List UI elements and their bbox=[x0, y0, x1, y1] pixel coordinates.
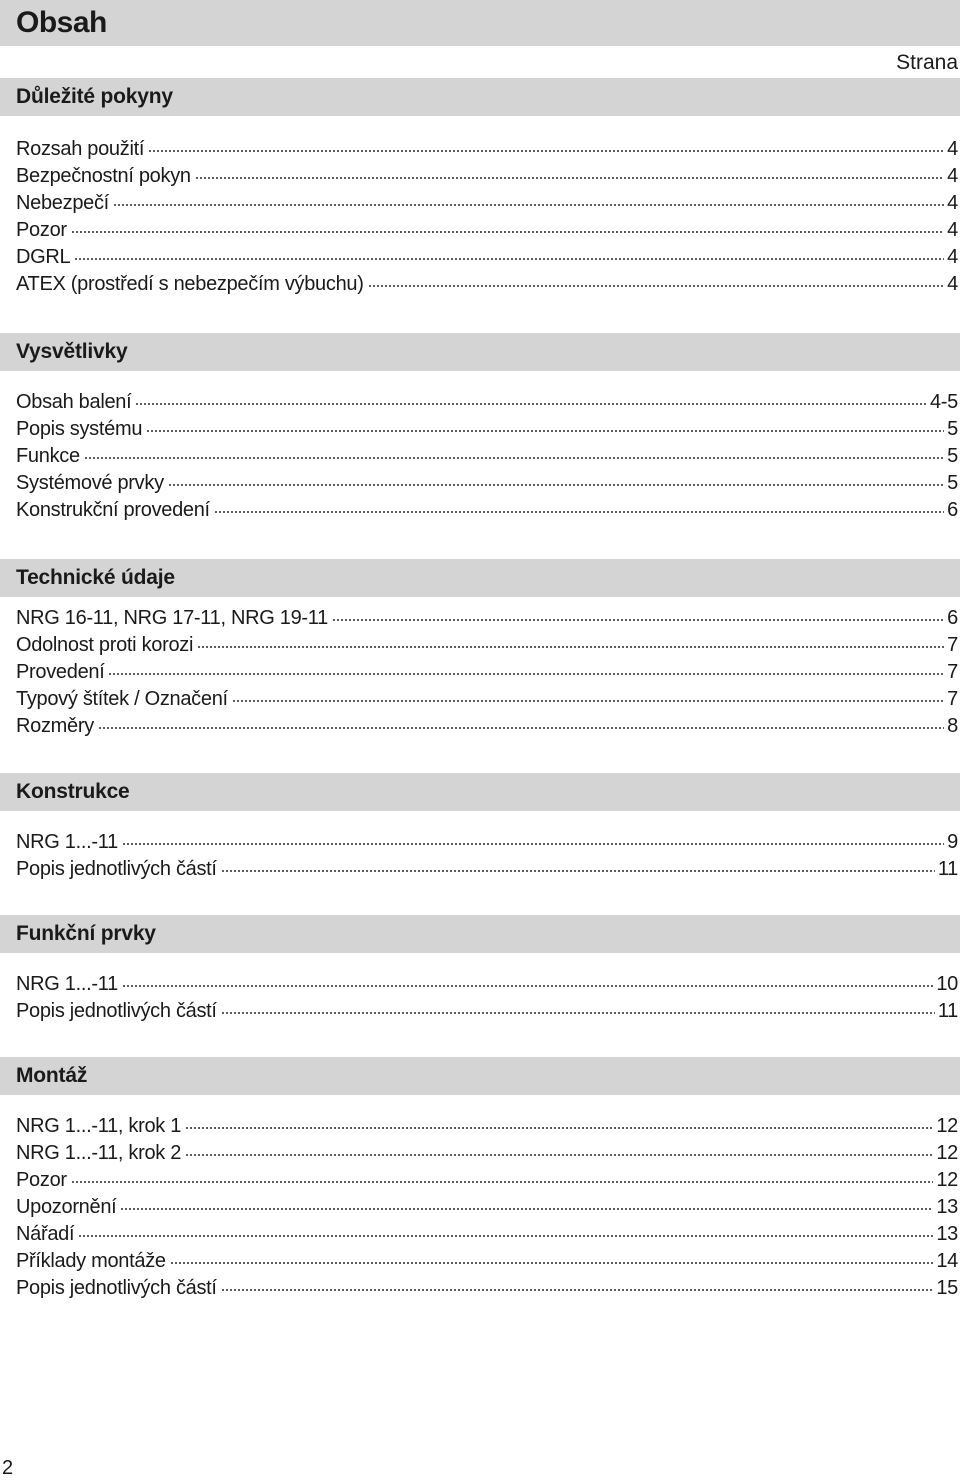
toc-entry-label: Popis jednotlivých částí bbox=[16, 1277, 217, 1299]
toc-entry-page: 11 bbox=[937, 858, 958, 880]
section-header-text: Montáž bbox=[16, 1064, 88, 1087]
toc-entry-page: 5 bbox=[947, 445, 958, 467]
toc-entry-label: Nebezpečí bbox=[16, 192, 109, 214]
toc-entry[interactable] bbox=[0, 1275, 960, 1302]
toc-entry-label: Pozor bbox=[16, 1169, 67, 1191]
toc-entry-page: 10 bbox=[936, 973, 958, 995]
toc-entry-list bbox=[0, 971, 960, 1025]
toc-entry[interactable] bbox=[0, 605, 960, 632]
page-column-label: Strana bbox=[896, 51, 958, 74]
section-header-text: Vysvětlivky bbox=[16, 340, 128, 363]
section-header bbox=[0, 78, 960, 116]
toc-entry[interactable] bbox=[0, 1113, 960, 1140]
toc-section-construction bbox=[0, 773, 960, 883]
toc-entry-page: 7 bbox=[947, 688, 958, 710]
toc-entry-label: Obsah balení bbox=[16, 391, 132, 413]
toc-entry-page: 9 bbox=[947, 831, 958, 853]
dot-leader bbox=[108, 673, 944, 675]
toc-entry[interactable] bbox=[0, 1167, 960, 1194]
dot-leader bbox=[221, 1012, 935, 1014]
dot-leader bbox=[71, 231, 944, 233]
toc-section-technical-data bbox=[0, 559, 960, 740]
toc-entry-label: Provedení bbox=[16, 661, 105, 683]
section-header-text: Důležité pokyny bbox=[16, 85, 173, 108]
section-header-text: Konstrukce bbox=[16, 780, 130, 803]
toc-entry-page: 11 bbox=[937, 1000, 958, 1022]
dot-leader bbox=[221, 870, 935, 872]
dot-leader bbox=[120, 1208, 933, 1210]
toc-entry-page: 5 bbox=[947, 472, 958, 494]
toc-entry-label: Systémové prvky bbox=[16, 472, 164, 494]
section-header bbox=[0, 773, 960, 811]
toc-entry-page: 15 bbox=[936, 1277, 958, 1299]
section-header-text: Technické údaje bbox=[16, 566, 175, 589]
toc-entry[interactable] bbox=[0, 1221, 960, 1248]
toc-entry-list bbox=[0, 389, 960, 524]
toc-entry-label: Typový štítek / Označení bbox=[16, 688, 228, 710]
toc-section-functional-elements bbox=[0, 915, 960, 1025]
toc-entry-label: NRG 16-11, NRG 17-11, NRG 19-11 bbox=[16, 607, 328, 629]
dot-leader bbox=[185, 1127, 933, 1129]
toc-entry-page: 12 bbox=[936, 1142, 958, 1164]
toc-section-explanations bbox=[0, 333, 960, 524]
toc-entry-page: 4 bbox=[947, 273, 958, 295]
toc-entry-page: 7 bbox=[947, 634, 958, 656]
dot-leader bbox=[168, 484, 944, 486]
toc-entry-list bbox=[0, 136, 960, 298]
dot-leader bbox=[122, 843, 944, 845]
toc-entry-label: ATEX (prostředí s nebezpečím výbuchu) bbox=[16, 273, 364, 295]
toc-entry-page: 4-5 bbox=[929, 391, 958, 413]
toc-entry-page: 6 bbox=[947, 499, 958, 521]
section-header bbox=[0, 333, 960, 371]
toc-entry-page: 8 bbox=[947, 715, 958, 737]
toc-entry-page: 4 bbox=[947, 165, 958, 187]
title-bar bbox=[0, 0, 960, 46]
dot-leader bbox=[197, 646, 944, 648]
toc-entry[interactable] bbox=[0, 244, 960, 271]
toc-entry[interactable] bbox=[0, 416, 960, 443]
dot-leader bbox=[185, 1154, 933, 1156]
toc-entry-label: NRG 1...-11, krok 2 bbox=[16, 1142, 182, 1164]
toc-entry[interactable] bbox=[0, 713, 960, 740]
toc-entry[interactable] bbox=[0, 443, 960, 470]
toc-entry-label: DGRL bbox=[16, 246, 71, 268]
dot-leader bbox=[98, 727, 944, 729]
page-title: Obsah bbox=[16, 6, 107, 39]
toc-entry-page: 4 bbox=[947, 246, 958, 268]
dot-leader bbox=[332, 619, 944, 621]
toc-entry-page: 13 bbox=[936, 1223, 958, 1245]
toc-entry-page: 6 bbox=[947, 607, 958, 629]
toc-entry-label: NRG 1...-11 bbox=[16, 973, 118, 995]
toc-entry-page: 4 bbox=[947, 138, 958, 160]
toc-entry-label: Rozsah použití bbox=[16, 138, 145, 160]
toc-entry-label: NRG 1...-11, krok 1 bbox=[16, 1115, 182, 1137]
toc-entry[interactable] bbox=[0, 389, 960, 416]
toc-entry[interactable] bbox=[0, 659, 960, 686]
toc-entry-list bbox=[0, 605, 960, 740]
toc-section-important-notes bbox=[0, 78, 960, 298]
toc-entry[interactable] bbox=[0, 1140, 960, 1167]
toc-entry-page: 12 bbox=[936, 1169, 958, 1191]
toc-entry-label: NRG 1...-11 bbox=[16, 831, 118, 853]
toc-entry-label: Upozornění bbox=[16, 1196, 117, 1218]
dot-leader bbox=[113, 204, 944, 206]
dot-leader bbox=[195, 177, 944, 179]
toc-entry-label: Funkce bbox=[16, 445, 80, 467]
dot-leader bbox=[214, 511, 944, 513]
toc-entry-label: Odolnost proti korozi bbox=[16, 634, 194, 656]
toc-entry-label: Bezpečnostní pokyn bbox=[16, 165, 191, 187]
dot-leader bbox=[146, 430, 944, 432]
dot-leader bbox=[221, 1289, 934, 1291]
toc-entry[interactable] bbox=[0, 971, 960, 998]
toc-entry-label: Rozměry bbox=[16, 715, 94, 737]
toc-entry-label: Pozor bbox=[16, 219, 67, 241]
toc-entry[interactable] bbox=[0, 632, 960, 659]
toc-entry-label: Konstrukční provedení bbox=[16, 499, 210, 521]
toc-entry-label: Popis jednotlivých částí bbox=[16, 858, 217, 880]
toc-entry-label: Nářadí bbox=[16, 1223, 75, 1245]
dot-leader bbox=[368, 285, 945, 287]
section-header bbox=[0, 559, 960, 597]
toc-entry-page: 14 bbox=[936, 1250, 958, 1272]
toc-entry[interactable] bbox=[0, 1194, 960, 1221]
toc-entry-label: Příklady montáže bbox=[16, 1250, 166, 1272]
toc-entry-list bbox=[0, 829, 960, 883]
toc-entry-page: 7 bbox=[947, 661, 958, 683]
dot-leader bbox=[170, 1262, 934, 1264]
dot-leader bbox=[78, 1235, 933, 1237]
toc-section-installation bbox=[0, 1057, 960, 1302]
toc-entry-page: 5 bbox=[947, 418, 958, 440]
toc-entry[interactable] bbox=[0, 829, 960, 856]
toc-entry-page: 13 bbox=[936, 1196, 958, 1218]
toc-entry[interactable] bbox=[0, 497, 960, 524]
toc-entry[interactable] bbox=[0, 1248, 960, 1275]
toc-entry[interactable] bbox=[0, 136, 960, 163]
toc-entry-list bbox=[0, 1113, 960, 1302]
toc-entry[interactable] bbox=[0, 190, 960, 217]
dot-leader bbox=[84, 457, 944, 459]
footer-page-number: 2 bbox=[2, 1457, 14, 1479]
toc-entry[interactable] bbox=[0, 856, 960, 883]
toc-entry-page: 4 bbox=[947, 192, 958, 214]
dot-leader bbox=[135, 403, 927, 405]
dot-leader bbox=[232, 700, 944, 702]
toc-entry[interactable] bbox=[0, 217, 960, 244]
toc-entry[interactable] bbox=[0, 470, 960, 497]
toc-entry-page: 4 bbox=[947, 219, 958, 241]
dot-leader bbox=[122, 985, 933, 987]
toc-entry[interactable] bbox=[0, 271, 960, 298]
toc-entry-label: Popis systému bbox=[16, 418, 143, 440]
dot-leader bbox=[148, 150, 944, 152]
toc-entry[interactable] bbox=[0, 163, 960, 190]
toc-entry[interactable] bbox=[0, 998, 960, 1025]
section-header-text: Funkční prvky bbox=[16, 922, 156, 945]
toc-entry-page: 12 bbox=[936, 1115, 958, 1137]
toc-entry-label: Popis jednotlivých částí bbox=[16, 1000, 217, 1022]
section-header bbox=[0, 1057, 960, 1095]
toc-entry[interactable] bbox=[0, 686, 960, 713]
dot-leader bbox=[74, 258, 944, 260]
section-header bbox=[0, 915, 960, 953]
dot-leader bbox=[71, 1181, 934, 1183]
